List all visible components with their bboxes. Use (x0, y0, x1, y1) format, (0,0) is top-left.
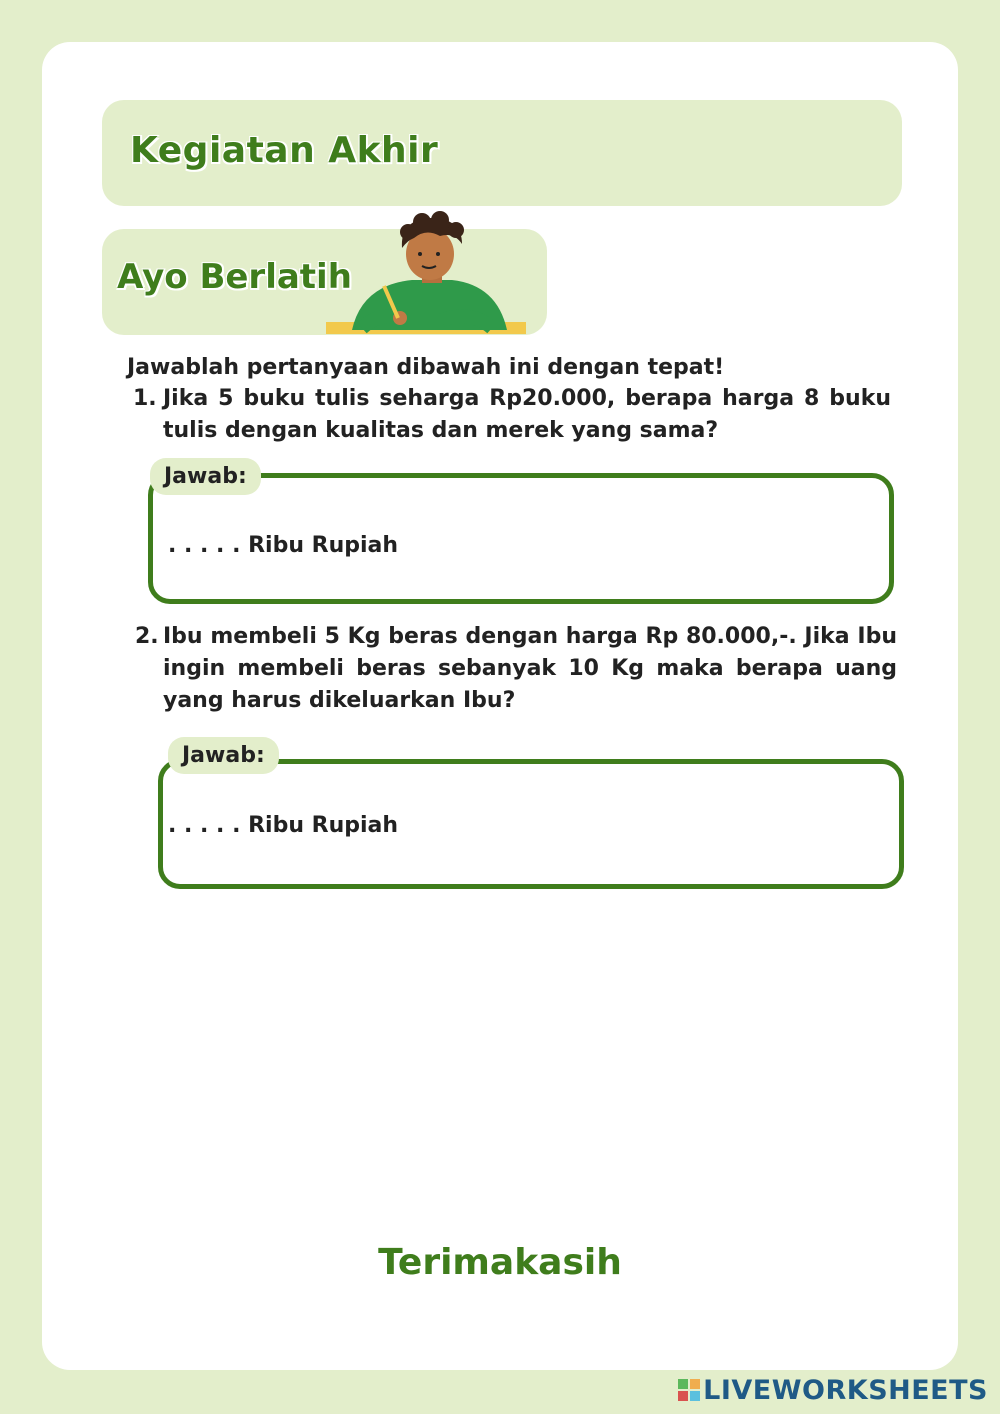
watermark-text: LIVEWORKSHEETS (703, 1374, 988, 1406)
question-number: 1. (133, 386, 157, 411)
page-title: Kegiatan Akhir (130, 130, 439, 171)
answer-field-2[interactable]: . . . . . Ribu Rupiah (168, 813, 399, 838)
liveworksheets-watermark[interactable] (678, 1373, 988, 1407)
section-title: Ayo Berlatih (117, 257, 352, 297)
answer-field-1[interactable]: . . . . . Ribu Rupiah (168, 533, 399, 558)
answer-label-2: Jawab: (168, 737, 279, 774)
instruction-text: Jawablah pertanyaan dibawah ini dengan tepat! (127, 355, 725, 380)
liveworksheets-logo-icon (678, 1379, 700, 1401)
question-1 (133, 383, 893, 449)
answer-label-1: Jawab: (150, 458, 261, 495)
question-text: Jika 5 buku tulis seharga Rp20.000, berapa harga 8 buku tulis dengan kualitas dan merek yang sama? (163, 386, 891, 443)
closing-text: Terimakasih (378, 1242, 622, 1283)
header-banner (102, 100, 902, 206)
student-writing-illustration (322, 210, 532, 338)
question-text: Ibu membeli 5 Kg beras dengan harga Rp 80.000,-. Jika Ibu ingin membeli beras sebanyak 10 Kg maka berapa uang yang harus dikeluarkan Ibu? (163, 624, 897, 713)
question-number: 2. (135, 624, 159, 649)
question-2 (135, 621, 897, 717)
